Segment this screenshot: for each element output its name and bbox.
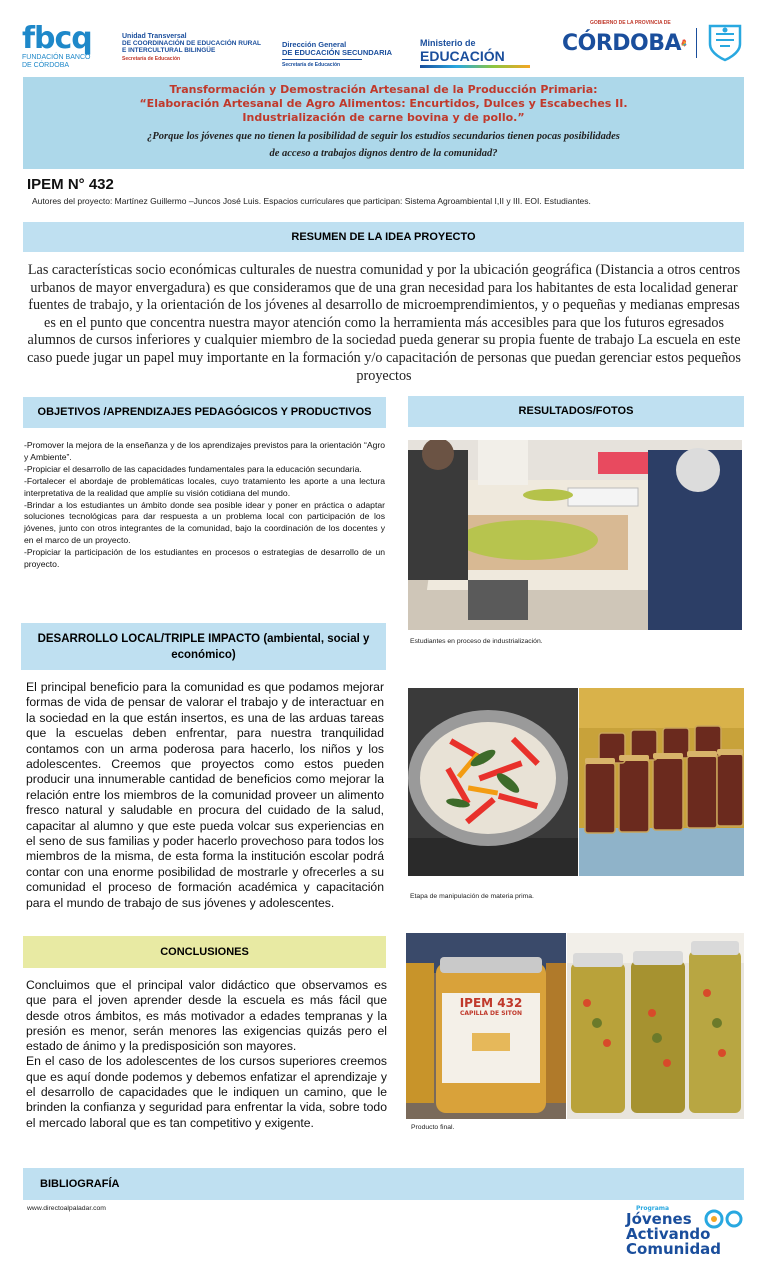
desarrollo-heading bbox=[21, 623, 386, 670]
direccion-line2: DE EDUCACIÓN SECUNDARIA bbox=[282, 48, 393, 57]
caption-students: Estudiantes en proceso de industrialización. bbox=[410, 638, 543, 645]
question-line1: ¿Porque los jóvenes que no tienen la posibilidad de seguir los estudios secundarios tienen pocas posibilidades bbox=[147, 131, 620, 142]
resumen-heading: RESUMEN DE LA IDEA PROYECTO bbox=[23, 222, 744, 252]
unidad-transversal-logo bbox=[122, 33, 272, 63]
objetivo-item: -Brindar a los estudiantes un ámbito donde sea posible idear y poner en práctica o adaptar soluciones tecnológicas para dar respuesta a un problema local con participación de los jóvenes, junto con otros integrantes de la comunidad, bajo la coordinación de los docentes y en el marco de un proyecto. bbox=[24, 499, 385, 546]
objetivo-item: -Propiciar el desarrollo de las capacidades fundamentales para la educación secundaria. bbox=[24, 463, 362, 474]
jac-line1: Jóvenes bbox=[626, 1210, 692, 1228]
jac-line3: Comunidad bbox=[626, 1240, 722, 1258]
photo-pickled-jars bbox=[567, 933, 744, 1119]
jac-programa: Programa bbox=[636, 1205, 670, 1212]
jac-circles-icon bbox=[704, 1207, 744, 1231]
desarrollo-heading-line1: DESARROLLO LOCAL/TRIPLE IMPACTO (ambiental, social y bbox=[37, 633, 370, 645]
objetivo-item: -Fortalecer el abordaje de problemáticas locales, cuyo tratamiento les aporte a una lectura interpretativa de la realidad que amplíe su visión cotidiana del mundo. bbox=[24, 475, 385, 498]
direccion-general-logo bbox=[282, 41, 412, 69]
unidad-line4: Secretaría de Educación bbox=[122, 56, 181, 62]
photo-students bbox=[408, 440, 742, 630]
caption-materia-prima: Etapa de manipulación de materia prima. bbox=[410, 893, 534, 900]
resultados-heading: RESULTADOS/FOTOS bbox=[408, 396, 744, 427]
unidad-line3: E INTERCULTURAL BILINGÜE bbox=[122, 47, 216, 54]
header-divider bbox=[696, 28, 697, 58]
ministerio-line2: EDUCACIÓN bbox=[420, 48, 505, 64]
bibliografia-link[interactable]: www.directoalpaladar.com bbox=[27, 1205, 106, 1212]
conclusiones-text bbox=[26, 978, 387, 1131]
conclusiones-p1: Concluimos que el principal valor didáctico que observamos es que para el joven aprender desde la escuela es más fácil que desde otros ámbitos, es más motivador a edades tempranas y la presión es menor, serán menores las exigencias quizás pero el estado de ánimo y la predisposición son mayores. bbox=[26, 978, 387, 1054]
unidad-line1: Unidad Transversal bbox=[122, 33, 187, 40]
cordoba-logo bbox=[562, 20, 687, 65]
direccion-line3: Secretaría de Educación bbox=[282, 59, 362, 69]
jovenes-activando-logo bbox=[626, 1205, 746, 1265]
objetivo-item: -Propiciar la participación de los estudiantes en procesos o estrategias de desarrollo de un proyecto. bbox=[24, 547, 385, 570]
bibliografia-heading: BIBLIOGRAFÍA bbox=[23, 1168, 744, 1200]
jar-label bbox=[442, 997, 540, 1018]
cordoba-map-icon bbox=[681, 26, 687, 60]
fbcq-logo-word: fbcq bbox=[22, 21, 92, 56]
research-question bbox=[23, 128, 744, 162]
ministerio-color-bar bbox=[420, 65, 530, 68]
cordoba-logo-word: CÓRDOBA bbox=[562, 30, 682, 56]
unidad-line2: DE COORDINACIÓN DE EDUCACIÓN RURAL bbox=[122, 40, 262, 47]
resumen-text: Las características socio económicas culturales de nuestra comunidad y por la ubicación geográfica (Distancia a otros centros urbanos de mayor envergadura) es que consideramos que de una gran necesidad para los habitantes de esta localidad generar fuentes de trabajo, y la orientación de los jóvenes al desarrollo de microemprendimientos, y o pequeñas y medianas empresas es en el punto que concentra nuestra mayor atención como la herramienta más accesibles para que los futuros egresados alumnos de cursos inferiores y cualquier miembro de la sociedad pueda generar su propia fuente de trabajo La escuela en este caso puede jugar un papel muy importante en la formación y/o capacitación de personas que puedan gerenciar estos pequeños proyectos bbox=[27, 262, 741, 384]
caption-producto-final: Producto final. bbox=[411, 1124, 455, 1131]
jar-label-line2: CAPILLA DE SITON bbox=[460, 1010, 522, 1017]
jar-label-line1: IPEM 432 bbox=[459, 996, 523, 1010]
authors: Autores del proyecto: Martínez Guillermo –Juncos José Luis. Espacios curriculares que participan: Sistema Agroambiental I,II y III. EOI. Estudiantes. bbox=[32, 196, 591, 206]
direccion-line1: Dirección General bbox=[282, 40, 347, 49]
question-line2: de acceso a trabajos dignos dentro de la comunidad? bbox=[269, 148, 498, 159]
ministerio-logo bbox=[420, 37, 550, 68]
title-line2: “Elaboración Artesanal de Agro Alimentos: Encurtidos, Dulces y Escabeches II. bbox=[139, 97, 628, 110]
title-line1: Transformación y Demostración Artesanal de la Producción Primaria: bbox=[169, 83, 598, 96]
jac-line2: Activando bbox=[626, 1225, 711, 1243]
fbcq-logo-sub2: DE CÓRDOBA bbox=[22, 62, 70, 69]
photo-final-jar bbox=[406, 933, 566, 1119]
fbcq-logo-sub1: FUNDACIÓN BANCO bbox=[22, 54, 91, 61]
photo-vegetables bbox=[408, 688, 578, 876]
title-banner bbox=[23, 77, 744, 169]
conclusiones-p2: En el caso de los adolescentes de los cursos superiores creemos que es aquí donde podemos y debemos enfatizar el aprendizaje y el desarrollo de capacidades que le indiquen un camino, que le brinden la confianza y seguridad para enfrentar la vida, sobre todo el mercado laboral que es tan competitivo y exigente. bbox=[26, 1054, 387, 1130]
cordoba-logo-top: GOBIERNO DE LA PROVINCIA DE bbox=[590, 20, 671, 26]
desarrollo-text: El principal beneficio para la comunidad es que podamos mejorar formas de vida de pensar de valorar el trabajo y de interactuar en la sociedad en la que están insertos, es una de las arduas tareas que la escuelas deben enfrentar, para nuestra tranquilidad contamos con un arma poderosa para hacerlo, los niños y los adolescentes. Creemos que proyectos como estos pueden producir una innumerable cantidad de beneficios como mejorar la relación entre los miembros de la comunidad proveer un alimento fresco natural y saludable en procura del cuidado de la salud, capacitar al alumno y que este pueda volcar sus experiencias en el seno de sus familias y poder hacerlo provechoso para todos los miembros de la misma, de esta forma la institución escolar podrá contar con una enorme posibilidad de mostrarle y ofrecerles a su comunidad el proceso de formación académica y capacitación para el mundo de trabajo de sus jóvenes y adolescentes. bbox=[26, 680, 384, 910]
desarrollo-heading-line2: económico) bbox=[171, 649, 236, 661]
conclusiones-heading: CONCLUSIONES bbox=[23, 936, 386, 968]
ministerio-line1: Ministerio de bbox=[420, 38, 476, 48]
objetivos-list bbox=[24, 440, 385, 571]
title-line3: Industrialización de carne bovina y de pollo.” bbox=[242, 111, 525, 124]
objetivos-heading: OBJETIVOS /APRENDIZAJES PEDAGÓGICOS Y PRODUCTIVOS bbox=[23, 397, 386, 428]
school-name: IPEM N° 432 bbox=[27, 176, 114, 193]
objetivo-item: -Promover la mejora de la enseñanza y de los aprendizajes previstos para la orientación “Agro y Ambiente”. bbox=[24, 440, 385, 462]
photo-jars bbox=[579, 688, 744, 876]
fbcq-logo bbox=[22, 21, 102, 74]
shield-icon bbox=[706, 22, 744, 62]
